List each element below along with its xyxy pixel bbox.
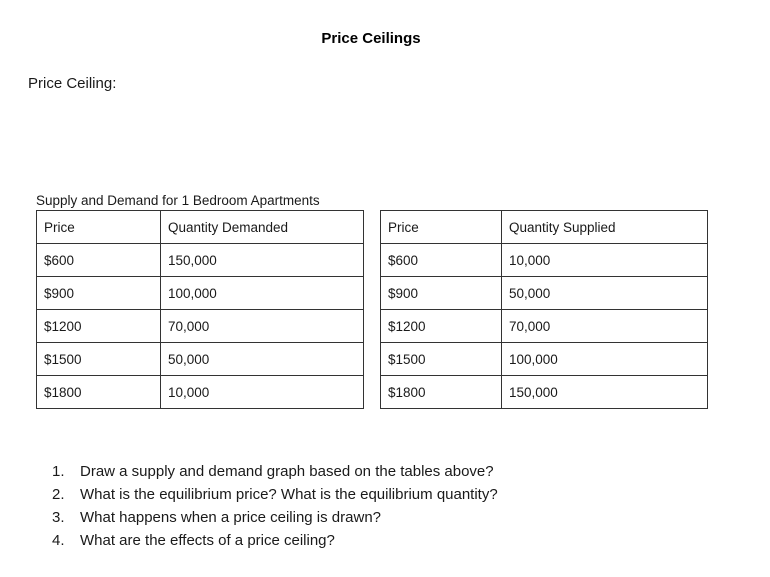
question-number: 2. [52, 486, 65, 503]
list-item [52, 532, 498, 555]
table-row [37, 244, 364, 277]
table-row [37, 343, 364, 376]
table-row [381, 376, 708, 409]
question-text: What are the effects of a price ceiling? [80, 532, 335, 549]
quantity-supplied-cell: 100,000 [502, 343, 708, 376]
quantity-supplied-cell: 150,000 [502, 376, 708, 409]
question-list [52, 463, 498, 555]
price-cell: $600 [381, 244, 502, 277]
quantity-supplied-cell: 10,000 [502, 244, 708, 277]
header-cell: Quantity Supplied [502, 211, 708, 244]
table-row [381, 277, 708, 310]
list-item [52, 486, 498, 509]
header-cell: Price [381, 211, 502, 244]
question-text: Draw a supply and demand graph based on the tables above? [80, 463, 494, 480]
table-header-row [37, 211, 364, 244]
price-ceiling-label: Price Ceiling: [28, 75, 117, 92]
quantity-demanded-cell: 70,000 [161, 310, 364, 343]
table-caption: Supply and Demand for 1 Bedroom Apartments [36, 193, 320, 208]
quantity-supplied-cell: 50,000 [502, 277, 708, 310]
quantity-demanded-cell: 150,000 [161, 244, 364, 277]
price-cell: $600 [37, 244, 161, 277]
quantity-demanded-cell: 10,000 [161, 376, 364, 409]
header-cell: Price [37, 211, 161, 244]
question-number: 4. [52, 532, 65, 549]
table-row [381, 244, 708, 277]
table-header-row [381, 211, 708, 244]
price-cell: $1200 [37, 310, 161, 343]
table-row [381, 343, 708, 376]
quantity-demanded-cell: 50,000 [161, 343, 364, 376]
price-cell: $1800 [37, 376, 161, 409]
header-cell: Quantity Demanded [161, 211, 364, 244]
table-row [37, 376, 364, 409]
table-row [381, 310, 708, 343]
price-cell: $1200 [381, 310, 502, 343]
list-item [52, 463, 498, 486]
table-row [37, 310, 364, 343]
question-number: 3. [52, 509, 65, 526]
supply-table [380, 210, 708, 409]
question-text: What is the equilibrium price? What is the equilibrium quantity? [80, 486, 498, 503]
question-text: What happens when a price ceiling is drawn? [80, 509, 382, 526]
table-row [37, 277, 364, 310]
price-cell: $900 [37, 277, 161, 310]
price-cell: $1500 [37, 343, 161, 376]
quantity-demanded-cell: 100,000 [161, 277, 364, 310]
quantity-supplied-cell: 70,000 [502, 310, 708, 343]
price-cell: $1500 [381, 343, 502, 376]
list-item [52, 509, 498, 532]
price-cell: $900 [381, 277, 502, 310]
price-cell: $1800 [381, 376, 502, 409]
question-number: 1. [52, 463, 65, 480]
demand-table [36, 210, 364, 409]
page-title: Price Ceilings [321, 30, 421, 47]
